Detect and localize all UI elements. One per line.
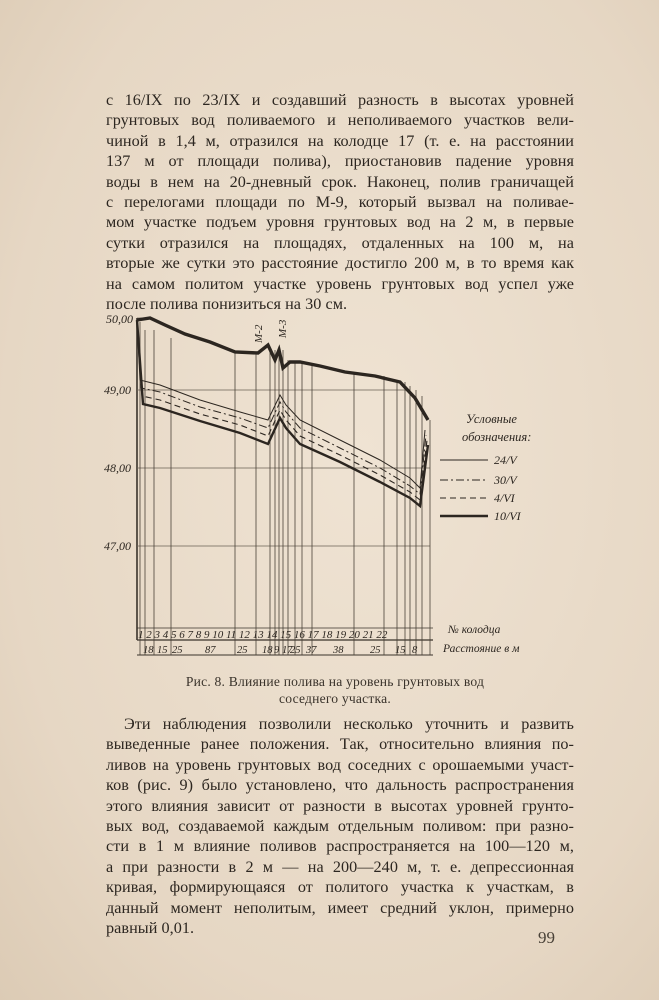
text-line: Эти наблюдения позволили несколько уточнить и развить (124, 715, 574, 733)
legend-label: 4/VI (494, 491, 515, 505)
legend-label: 24/V (494, 453, 517, 467)
distance-value: 15 (395, 645, 406, 656)
text-line: кривая, формирующаяся от политого участка к участкам, в (106, 878, 574, 897)
distance-value: 18 (262, 645, 273, 656)
distance-value: 38 (333, 645, 344, 656)
distance-value: 87 (205, 645, 216, 656)
distance-value: 25 (237, 645, 248, 656)
text-line: данный момент неполитым, имеет средний уклон, примерно (106, 898, 574, 917)
text-line: грунтовых вод поливаемого и неполиваемого участков вели- (106, 111, 574, 130)
text-line: сутки отразился на площадях, отдаленных на 100 м, на (106, 233, 574, 252)
text-line: воды в нем на 20-дневный срок. Наконец, полив граничащей (106, 172, 574, 191)
text-line: 137 м от площади полива), приостановив падение уровня (106, 152, 574, 171)
legend-label: 10/VI (494, 509, 521, 523)
distance-value: 25 (172, 645, 183, 656)
y-label: 50,00 (106, 312, 133, 326)
marker-m2: М-2 (253, 324, 265, 343)
text-line: чиной в 1,4 м, отразился на колодце 17 (т. е. на расстоянии (106, 131, 574, 150)
text-line: а при разности в 2 м — на 200—240 м, т. е. депрессионная (106, 857, 574, 876)
legend-title: Условные (466, 412, 517, 426)
y-label: 48,00 (104, 461, 131, 475)
text-line: равный 0,01. (106, 919, 195, 938)
caption-line: Рис. 8. Влияние полива на уровень грунтовых вод (185, 674, 485, 689)
page-number: 99 (538, 928, 555, 947)
legend-label: 30/V (494, 473, 517, 487)
curve-24-V (137, 320, 425, 488)
well-lines (140, 322, 430, 655)
text-line: вых вод, создаваемой каждым отдельным поливом: при разно- (106, 817, 574, 836)
figure-caption (120, 673, 550, 707)
text-line: ливов на уровень грунтовых вод соседних с орошаемыми участ- (106, 755, 574, 774)
y-label: 47,00 (104, 539, 131, 553)
well-row-caption: № колодца (448, 624, 501, 636)
paragraph-bottom (106, 714, 574, 938)
distance-caption: Расстояние в м (443, 643, 520, 655)
text-line: ков (рис. 9) было установлено, что дальность распространения (106, 776, 574, 795)
text-line: вторые же сутки это расстояние достигло 200 м, в то время как (106, 254, 574, 273)
grid-lines (137, 318, 430, 546)
caption-line: соседнего участка. (279, 691, 391, 706)
text-line: этого влияния зависит от разности в высотах уровней грунто- (106, 796, 574, 815)
distance-value: 18 (143, 645, 154, 656)
marker-m3: М-3 (277, 319, 289, 338)
text-line: сти в 1 м влияние поливов распространяется на 100—120 м, (106, 837, 574, 856)
distance-value: 17 (282, 645, 293, 656)
distance-value: 25 (290, 645, 301, 656)
y-label: 49,00 (104, 383, 131, 397)
text-line: с перелогами площади по М-9, который вызвал на поливае- (106, 193, 574, 212)
text-line: с 16/IX по 23/IX и создавший разность в высотах уровней (106, 91, 574, 109)
well-numbers-row: 1 2 3 4 5 6 7 8 9 10 11 12 13 14 15 16 17 18 19 20 21 22 (138, 629, 388, 641)
distance-value: 37 (306, 645, 317, 656)
text-line: мом участке подъем уровня грунтовых вод на 2 м, в первые (106, 213, 574, 232)
text-line: после полива понизиться на 30 см. (106, 295, 348, 314)
distance-value: 8 (412, 645, 418, 656)
distance-value: 9 (274, 645, 280, 656)
distances-row (143, 645, 418, 656)
text-line: на самом политом участке уровень грунтовых вод успел уже (106, 274, 574, 293)
legend (440, 453, 522, 523)
text-line: выведенные ранее положения. Так, относительно влияния по- (106, 735, 574, 754)
legend-title: обозначения: (462, 430, 532, 444)
distance-value: 25 (370, 645, 381, 656)
distance-value: 15 (157, 645, 168, 656)
curve-4-VI (137, 320, 427, 500)
